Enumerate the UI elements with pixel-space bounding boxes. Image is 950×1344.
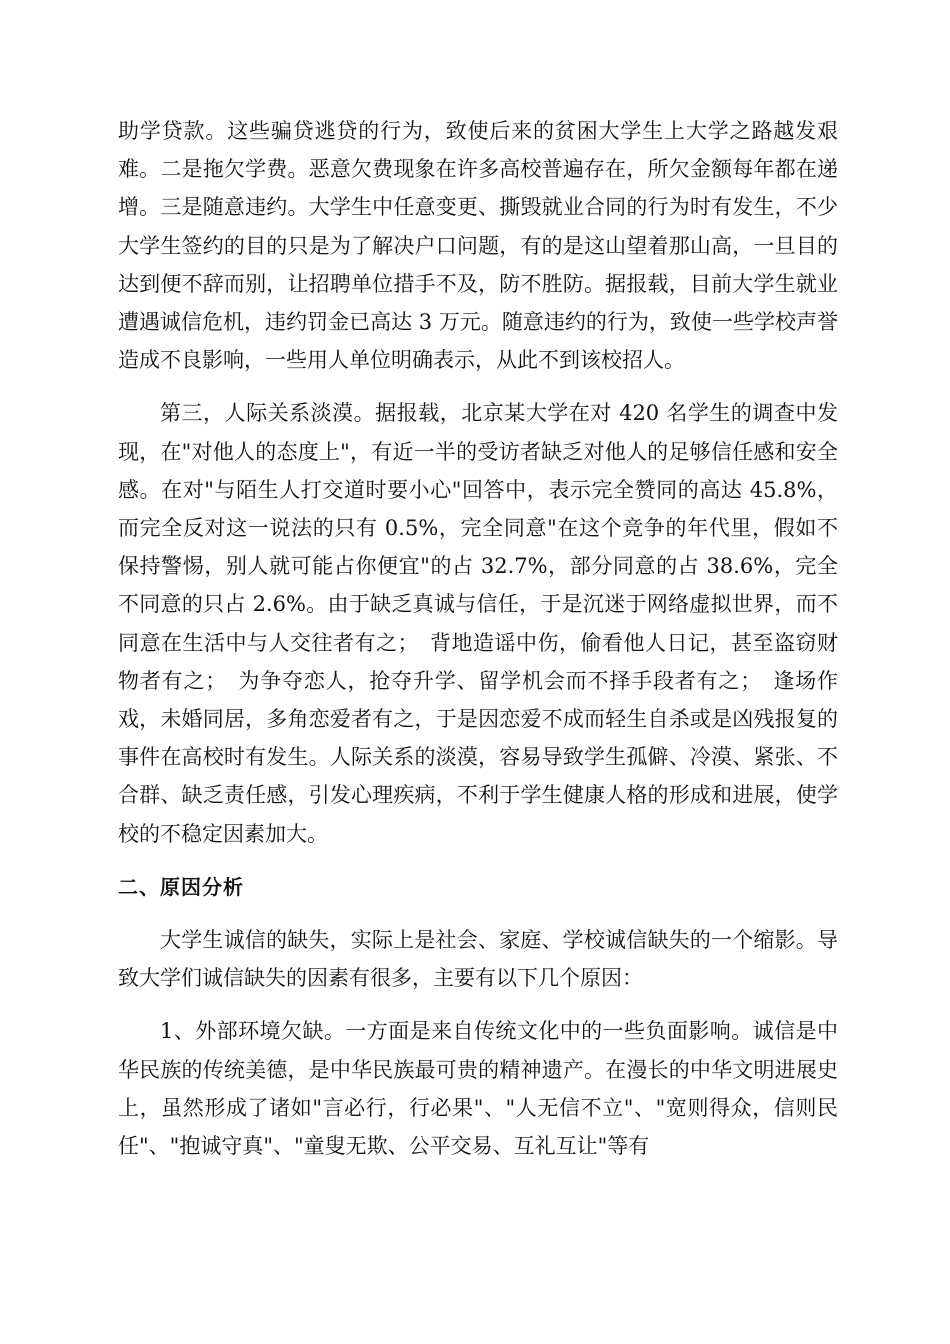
paragraph-cause-intro: 大学生诚信的缺失，实际上是社会、家庭、学校诚信缺失的一个缩影。导致大学们诚信缺失的因素有很多，主要有以下几个原因： <box>118 928 838 991</box>
paragraph-interpersonal-relations: 第三，人际关系淡漠。据报载，北京某大学在对 420 名学生的调查中发现，在"对他人的态度上"，有近一半的受访者缺乏对他人的足够信任感和安全感。在对"与陌生人打交道时要小心"回答中，表示完全赞同的高达 45.8%，而完全反对这一说法的只有 0.5%，完全同意"在这个竞争的年代里，假如不保持警惕，别人就可能占你便宜"的占 32.7%，部分同意的占 38.6%，完全不同意的只占 2.6%。由于缺乏真诚与信任，于是沉迷于网络虚拟世界，而不同意在生活中与人交往者有之； 背地造谣中伤，偷看他人日记，甚至盗窃财物者有之； 为争夺恋人，抢夺升学、留学机会而不择手段者有之； 逢场作戏，未婚同居，多角恋爱者有之，于是因恋爱不成而轻生自杀或是凶残报复的事件在高校时有发生。人际关系的淡漠，容易导致学生孤僻、冷漠、紧张、不合群、缺乏责任感，引发心理疾病，不利于学生健康人格的形成和进展，使学校的不稳定因素加大。 <box>118 401 838 846</box>
document-body <box>118 112 838 1165</box>
paragraph-loan-default: 助学贷款。这些骗贷逃贷的行为，致使后来的贫困大学生上大学之路越发艰难。二是拖欠学费。恶意欠费现象在许多高校普遍存在，所欠金额每年都在递增。三是随意违约。大学生中任意变更、撕毁就业合同的行为时有发生，不少大学生签约的目的只是为了解决户口问题，有的是这山望着那山高，一旦目的达到便不辞而别，让招聘单位措手不及，防不胜防。据报载，目前大学生就业遭遇诚信危机，违约罚金已高达 3 万元。随意违约的行为，致使一些学校声誉造成不良影响，一些用人单位明确表示，从此不到该校招人。 <box>118 119 838 373</box>
section-heading-cause-analysis: 二、原因分析 <box>118 874 244 899</box>
paragraph-external-environment: 1、外部环境欠缺。一方面是来自传统文化中的一些负面影响。诚信是中华民族的传统美德，是中华民族最可贵的精神遗产。在漫长的中华文明进展史上，虽然形成了诸如"言必行，行必果"、"人无信不立"、"宽则得众，信则民任"、"抱诚守真"、"童叟无欺、公平交易、互礼互让"等有 <box>118 1019 838 1159</box>
